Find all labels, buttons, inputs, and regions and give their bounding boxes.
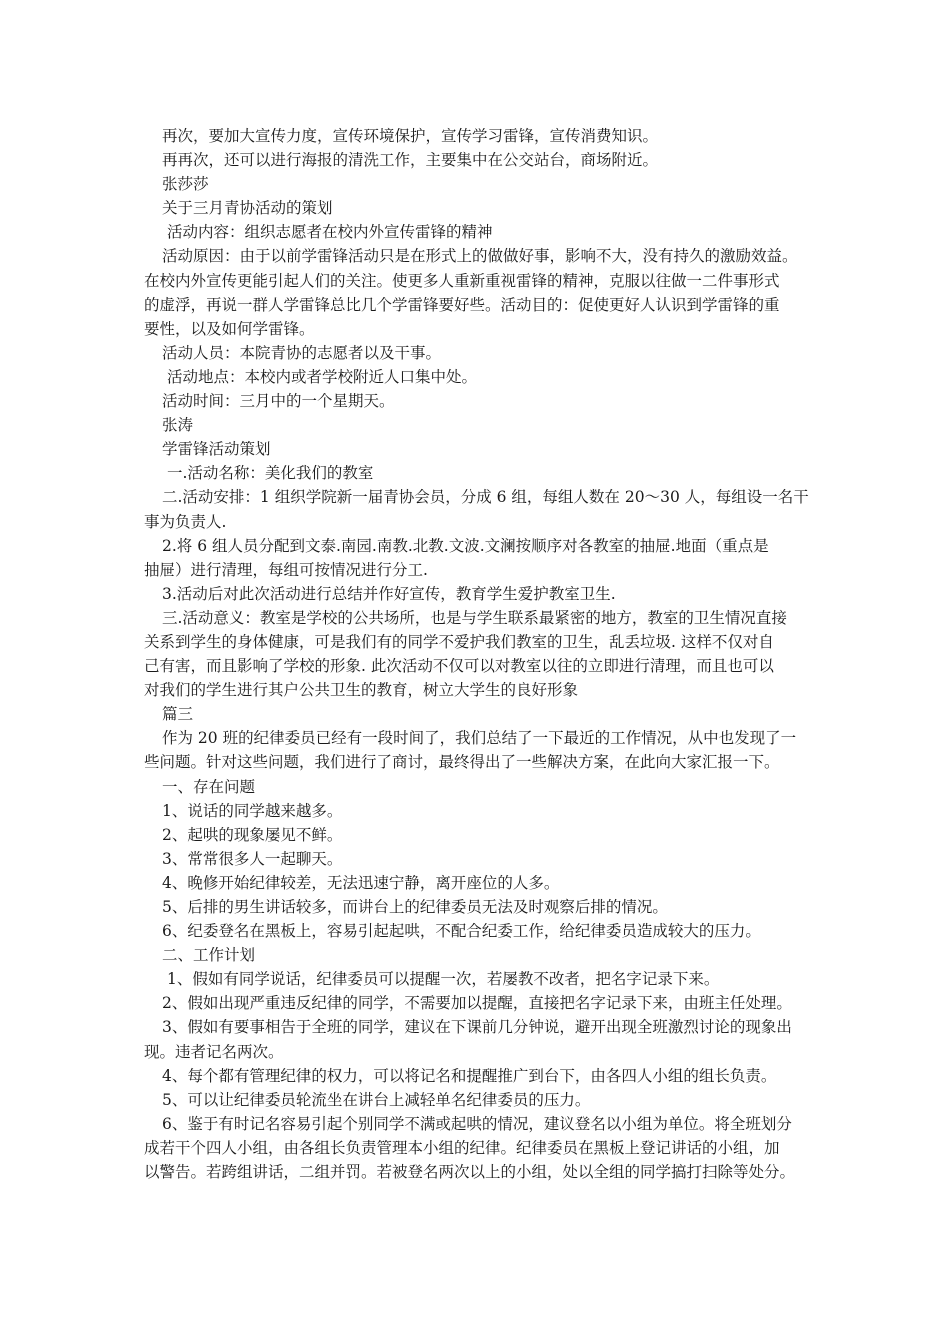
text-line: 3、常常很多人一起聊天。 — [162, 849, 343, 868]
text-line: 再再次，还可以进行海报的清洗工作，主要集中在公交站台，商场附近。 — [162, 151, 659, 170]
text-line: 4、每个都有管理纪律的权力，可以将记名和提醒推广到台下，由各四人小组的组长负责。 — [162, 1066, 777, 1085]
text-line: 些问题。针对这些问题，我们进行了商讨，最终得出了一些解决方案，在此向大家汇报一下。 — [144, 753, 780, 772]
text-line: 对我们的学生进行其户公共卫生的教育，树立大学生的良好形象 — [144, 681, 579, 700]
text-line: 3.活动后对此次活动进行总结并作好宣传，教育学生爱护教室卫生. — [162, 584, 616, 603]
text-line: 1、说话的同学越来越多。 — [162, 801, 343, 820]
text-line: 6、纪委登名在黑板上，容易引起起哄，不配合纪委工作，给纪律委员造成较大的压力。 — [162, 922, 761, 941]
text-line: 活动人员：本院青协的志愿者以及干事。 — [162, 343, 442, 362]
text-line: 活动时间：三月中的一个星期天。 — [162, 392, 395, 411]
text-line: 关系到学生的身体健康，可是我们有的同学不爱护我们教室的卫生，乱丢垃圾. 这样不仅对自 — [144, 632, 774, 651]
text-line: 成若干个四人小组，由各组长负责管理本小组的纪律。纪律委员在黑板上登记讲话的小组，加 — [144, 1138, 780, 1157]
text-line: 活动内容：组织志愿者在校内外宣传雷锋的精神 — [167, 223, 493, 242]
text-line: 抽屉）进行清理，每组可按情况进行分工. — [144, 560, 428, 579]
text-line: 2、假如出现严重违反纪律的同学，不需要加以提醒，直接把名字记录下来，由班主任处理。 — [162, 994, 792, 1013]
text-line: 事为负责人. — [144, 512, 227, 531]
text-line: 再次，要加大宣传力度，宣传环境保护，宣传学习雷锋，宣传消费知识。 — [162, 127, 659, 145]
text-line: 现。违者记名两次。 — [144, 1042, 284, 1061]
text-line: 2.将 6 组人员分配到文泰.南园.南教.北教.文波.文澜按顺序对各教室的抽屉.地面（重点是 — [162, 536, 769, 555]
text-line: 1、假如有同学说话，纪律委员可以提醒一次，若屡教不改者，把名字记录下来。 — [167, 970, 720, 989]
text-line: 以警告。若跨组讲话，二组并罚。若被登名两次以上的小组，处以全组的同学搞打扫除等处分。 — [144, 1163, 796, 1182]
text-line: 关于三月青协活动的策划 — [162, 199, 333, 218]
text-line: 5、可以让纪律委员轮流坐在讲台上减轻单名纪律委员的压力。 — [162, 1090, 591, 1109]
text-line: 二、工作计划 — [162, 946, 256, 965]
text-line: 篇三 — [162, 705, 194, 724]
text-line: 4、晚修开始纪律较差，无法迅速宁静，离开座位的人多。 — [162, 873, 560, 892]
text-line: 要性，以及如何学雷锋。 — [144, 319, 315, 338]
text-line: 学雷锋活动策划 — [162, 440, 271, 459]
text-line: 二.活动安排：1 组织学院新一届青协会员，分成 6 组，每组人数在 20～30 人，每组设一名干 — [162, 488, 809, 507]
text-line: 三.活动意义：教室是学校的公共场所，也是与学生联系最紧密的地方，教室的卫生情况直接 — [162, 608, 787, 627]
document-body — [144, 124, 810, 1184]
text-line: 5、后排的男生讲话较多，而讲台上的纪律委员无法及时观察后排的情况。 — [162, 898, 668, 916]
text-line: 张莎莎 — [162, 175, 209, 194]
text-line: 3、假如有要事相告于全班的同学，建议在下课前几分钟说，避开出现全班激烈讨论的现象出 — [162, 1018, 792, 1037]
text-line: 张涛 — [162, 416, 194, 435]
text-line: 一、存在问题 — [162, 777, 256, 796]
text-line: 作为 20 班的纪律委员已经有一段时间了，我们总结了一下最近的工作情况，从中也发现了一 — [162, 729, 797, 748]
text-line: 2、起哄的现象屡见不鲜。 — [162, 825, 343, 844]
text-line: 6、鉴于有时记名容易引起个别同学不满或起哄的情况，建议登名以小组为单位。将全班划分 — [162, 1114, 792, 1133]
text-line: 活动原因：由于以前学雷锋活动只是在形式上的做做好事，影响不大，没有持久的激励效益。 — [162, 247, 798, 266]
text-line: 活动地点：本校内或者学校附近人口集中处。 — [167, 367, 478, 386]
text-line: 己有害，而且影响了学校的形象. 此次活动不仅可以对教室以往的立即进行清理，而且也可以 — [144, 657, 774, 676]
text-line: 一.活动名称：美化我们的教室 — [167, 464, 374, 483]
text-line: 的虚浮，再说一群人学雷锋总比几个学雷锋要好些。活动目的：促使更好人认识到学雷锋的重 — [144, 295, 780, 314]
text-line: 在校内外宣传更能引起人们的关注。使更多人重新重视雷锋的精神，克服以往做一二件事形式 — [144, 271, 780, 290]
